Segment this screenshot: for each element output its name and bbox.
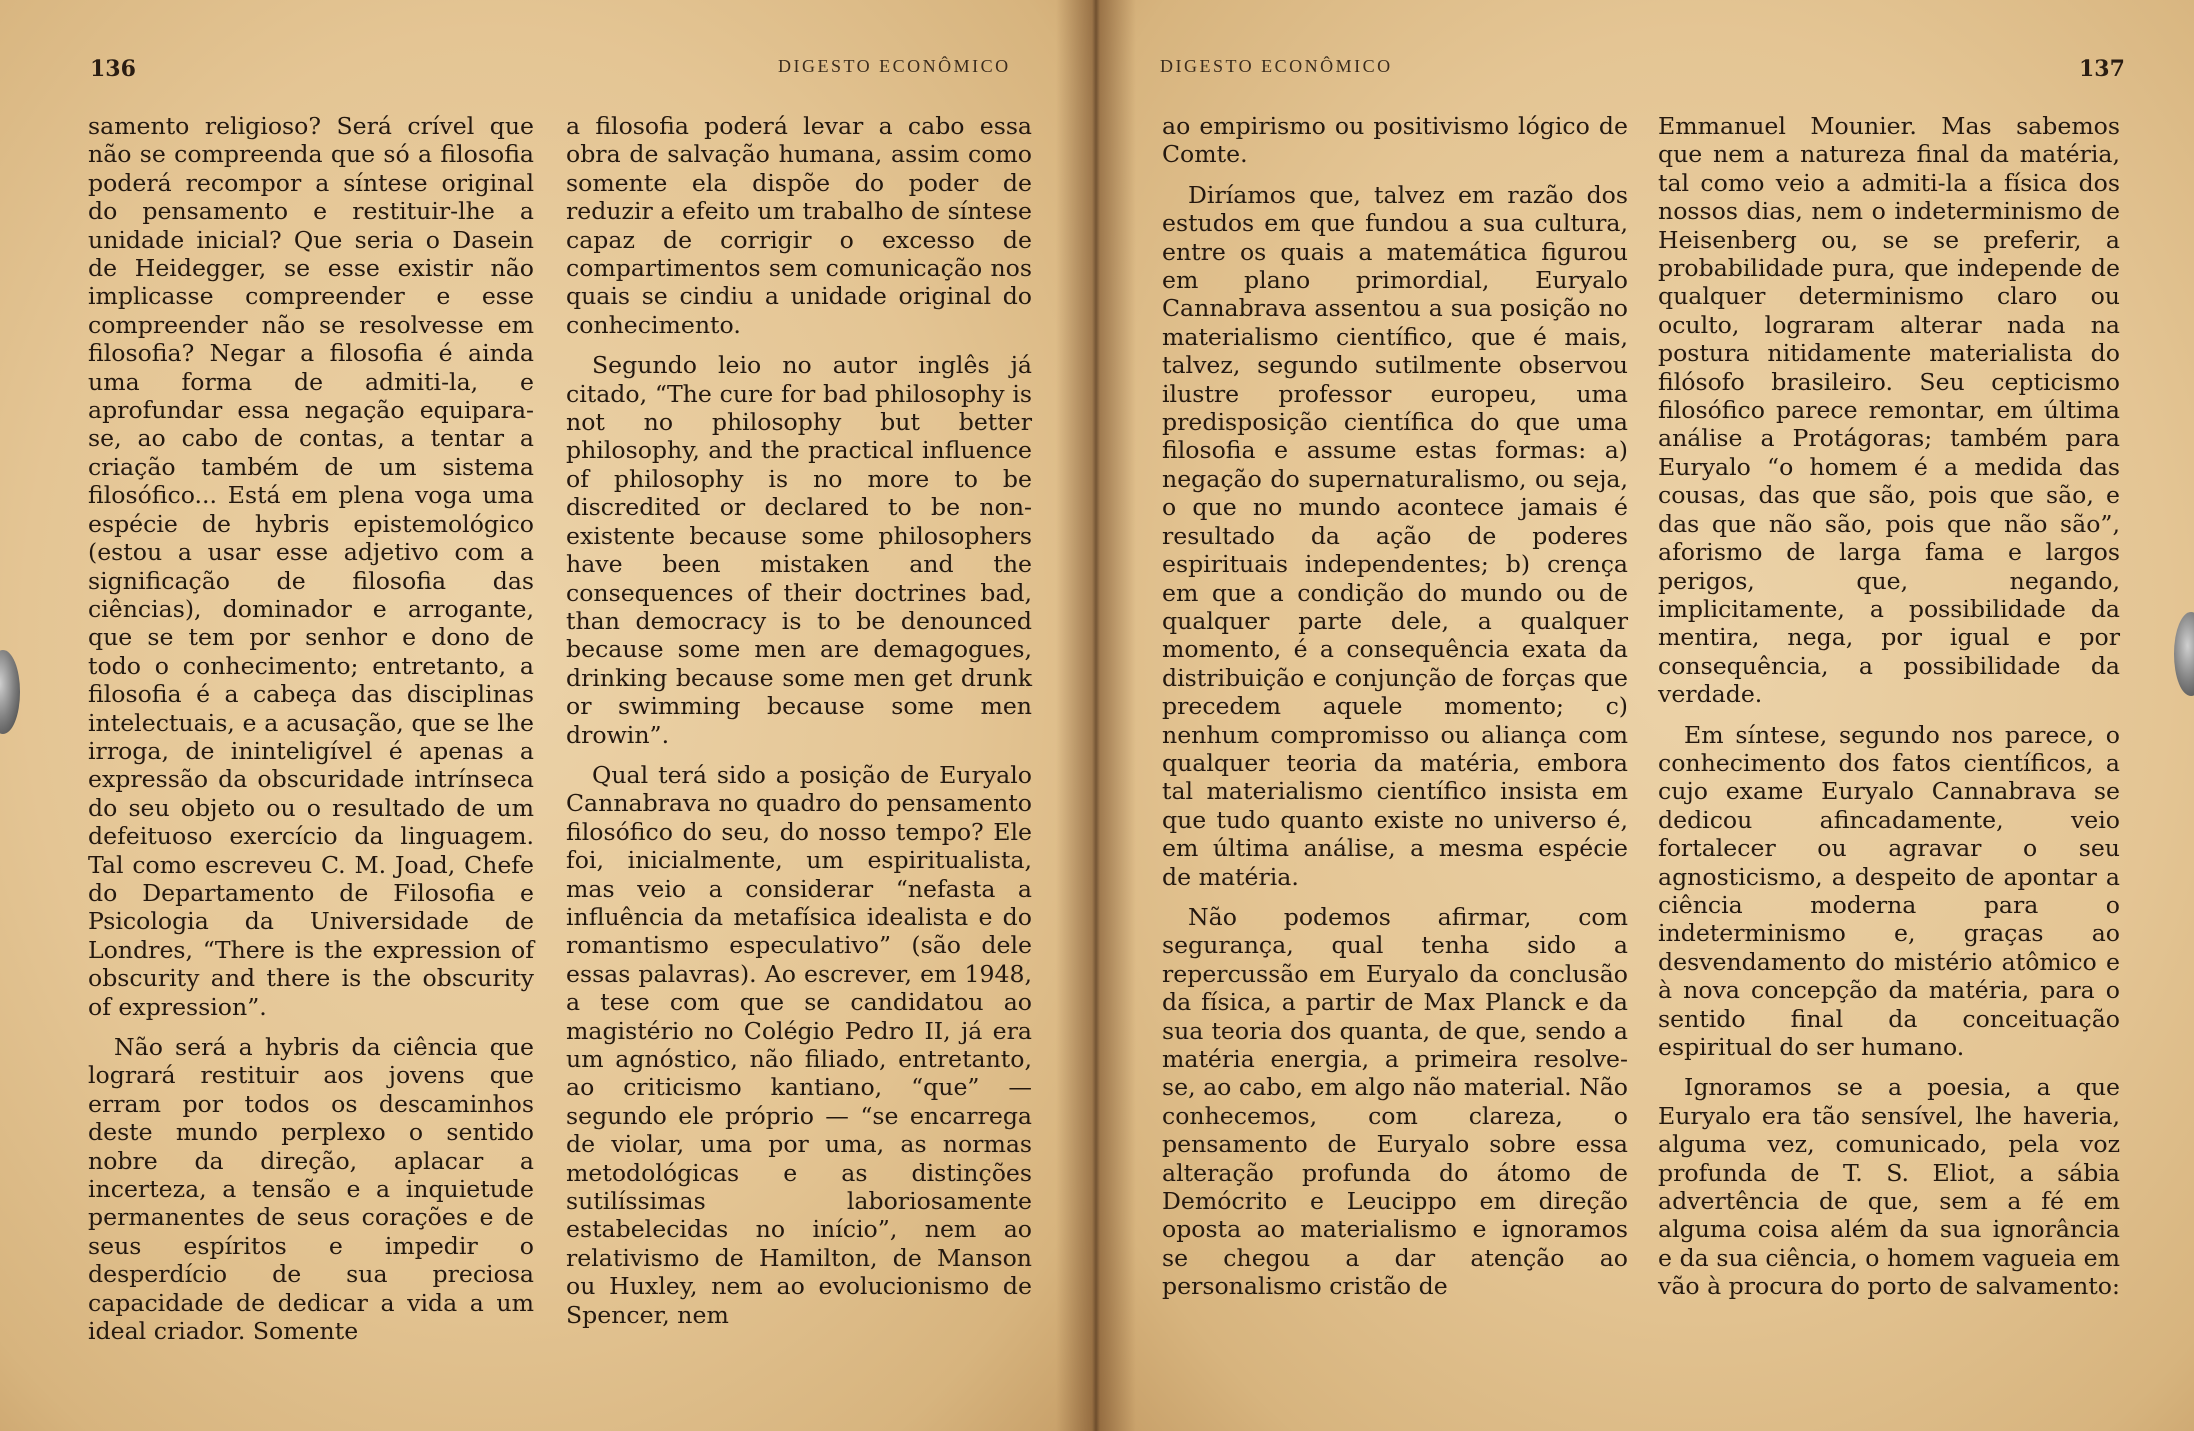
paragraph: samento religioso? Será crível que não se compreenda que só a filosofia poderá recompor a síntese original do pensamento e restituir-lhe a unidade inicial? Que seria o Dasein de Heidegger, se esse existir não implicasse compreender e esse compreender não se resolvesse em filosofia? Negar a filosofia é ainda uma forma de admiti-la, e aprofundar essa negação equipara-se, ao cabo de contas, a tentar a criação também de um sistema filosófico... Está em plena voga uma espécie de hybris epistemológico (estou a usar esse adjetivo com a significação de filosofia das ciências), dominador e arrogante, que se tem por senhor e dono de todo o conhecimento; entretanto, a filosofia é a cabeça das disciplinas intelectuais, e a acusação, que se lhe irroga, de ininteligível é apenas a expressão da obscuridade intrínseca do seu objeto ou o resultado de um defeituoso exercício da linguagem. Tal como escreveu C. M. Joad, Chefe do Departamento de Filosofia e Psicologia da Universidade de Londres, “There is the expression of obscurity and there is the obscurity of expression”. bbox=[88, 112, 534, 1021]
paragraph: Emmanuel Mounier. Mas sabemos que nem a natureza final da matéria, tal como veio a admiti-la a física dos nossos dias, nem o indeterminismo de Heisenberg ou, se se preferir, a probabilidade pura, que independe de qualquer determinismo claro ou oculto, lograram alterar nada na postura nitidamente materialista do filósofo brasileiro. Seu cepticismo filosófico parece remontar, em última análise a Protágoras; também para Euryalo “o homem é a medida das cousas, das que são, pois que são, e das que não são, pois que não são”, aforismo de larga fama e largos perigos, que, negando, implicitamente, a possibilidade da mentira, nega, por igual e por consequência, a possibilidade da verdade. bbox=[1658, 112, 2120, 709]
running-head-left: DIGESTO ECONÔMICO bbox=[778, 56, 1011, 76]
binding-clip-right bbox=[2174, 612, 2194, 696]
paragraph: Não podemos afirmar, com segurança, qual tenha sido a repercussão em Euryalo da conclusão da física, a partir de Max Planck e da sua teoria dos quanta, de que, sendo a matéria energia, a primeira resolve-se, ao cabo, em algo não material. Não conhecemos, com clareza, o pensamento de Euryalo sobre essa alteração profunda do átomo de Demócrito e Leucippo em direção oposta ao materialismo e ignoramos se chegou a dar atenção ao personalismo cristão de bbox=[1162, 902, 1628, 1301]
paragraph: Qual terá sido a posição de Euryalo Cannabrava no quadro do pensamento filosófico do seu, do nosso tempo? Ele foi, inicialmente, um espiritualista, mas veio a considerar “nefasta a influência da metafísica idealista e do romantismo especulativo” (são dele essas palavras). Ao escrever, em 1948, a tese com que se candidatou ao magistério no Colégio Pedro II, já era um agnóstico, não filiado, entretanto, ao criticismo kantiano, “que” — segundo ele próprio — “se encarrega de violar, uma por uma, as normas metodológicas e as distinções sutilíssimas laboriosamente estabelecidas no início”, nem ao relativismo de Hamilton, de Manson ou Huxley, nem ao evolucionismo de Spencer, nem bbox=[566, 760, 1032, 1329]
paragraph: Ignoramos se a poesia, a que Euryalo era tão sensível, lhe haveria, alguma vez, comunicado, pela voz profunda de T. S. Eliot, a sábia advertência de que, sem a fé em alguma coisa além da sua ignorância e da sua ciência, o homem vagueia em vão à procura do porto de salvamento: bbox=[1658, 1073, 2120, 1301]
paragraph: Não será a hybris da ciência que logrará restituir aos jovens que erram por todos os descaminhos deste mundo perplexo o sentido nobre da direção, aplacar a incerteza, a tensão e a inquietude permanentes de seus corações e de seus espíritos e impedir o desperdício de sua preciosa capacidade de dedicar a vida a um ideal criador. Somente bbox=[88, 1033, 534, 1346]
running-head-right: DIGESTO ECONÔMICO bbox=[1160, 56, 1393, 76]
page-number-right: 137 bbox=[2079, 56, 2125, 82]
binding-clip-left bbox=[0, 650, 20, 734]
paragraph: Em síntese, segundo nos parece, o conhecimento dos fatos científicos, a cujo exame Euryalo Cannabrava se dedicou afincadamente, veio fortalecer ou agravar o seu agnosticismo, a despeito de apontar a ciência moderna para o indeterminismo e, graças ao desvendamento do mistério atômico e à nova concepção da matéria, para o sentido final da conceituação espiritual do ser humano. bbox=[1658, 720, 2120, 1061]
page-number-left: 136 bbox=[90, 56, 136, 82]
paragraph: Segundo leio no autor inglês já citado, “The cure for bad philosophy is not no philosophy but better philosophy, and the practical influence of philosophy is no more to be discredited or declared to be non-existente because some philosophers have been mistaken and the consequences of their doctrines bad, than democracy is to be denounced because some men are demagogues, drinking because some men get drunk or swimming because some men drowin”. bbox=[566, 351, 1032, 749]
left-page bbox=[0, 0, 1096, 1431]
right-page-column-1 bbox=[1162, 112, 1628, 1313]
paragraph: Diríamos que, talvez em razão dos estudos em que fundou a sua cultura, entre os quais a matemática figurou em plano primordial, Euryalo Cannabrava assentou a sua posição no materialismo científico, que é mais, talvez, segundo sutilmente observou ilustre professor europeu, uma predisposição científica do que uma filosofia e assume estas formas: a) negação do supernaturalismo, ou seja, o que no mundo acontece jamais é resultado da ação de poderes espirituais independentes; b) crença em que a condição do mundo ou de qualquer parte dele, a qualquer momento, é a consequência exata da distribuição e conjunção de forças que precedem aquele momento; c) nenhum compromisso ou aliança com qualquer teoria da matéria, embora tal materialismo científico insista em que tudo quanto existe no universo é, em última análise, a mesma espécie de matéria. bbox=[1162, 180, 1628, 891]
left-page-column-2 bbox=[566, 112, 1032, 1341]
paragraph: a filosofia poderá levar a cabo essa obra de salvação humana, assim como somente ela dispõe do poder de reduzir a efeito um trabalho de síntese capaz de corrigir o excesso de compartimentos sem comunicação nos quais se cindiu a unidade original do conhecimento. bbox=[566, 112, 1032, 339]
left-page-column-1 bbox=[88, 112, 534, 1357]
right-page-column-2 bbox=[1658, 112, 2120, 1313]
paragraph: ao empirismo ou positivismo lógico de Comte. bbox=[1162, 112, 1628, 169]
right-page bbox=[1096, 0, 2194, 1431]
